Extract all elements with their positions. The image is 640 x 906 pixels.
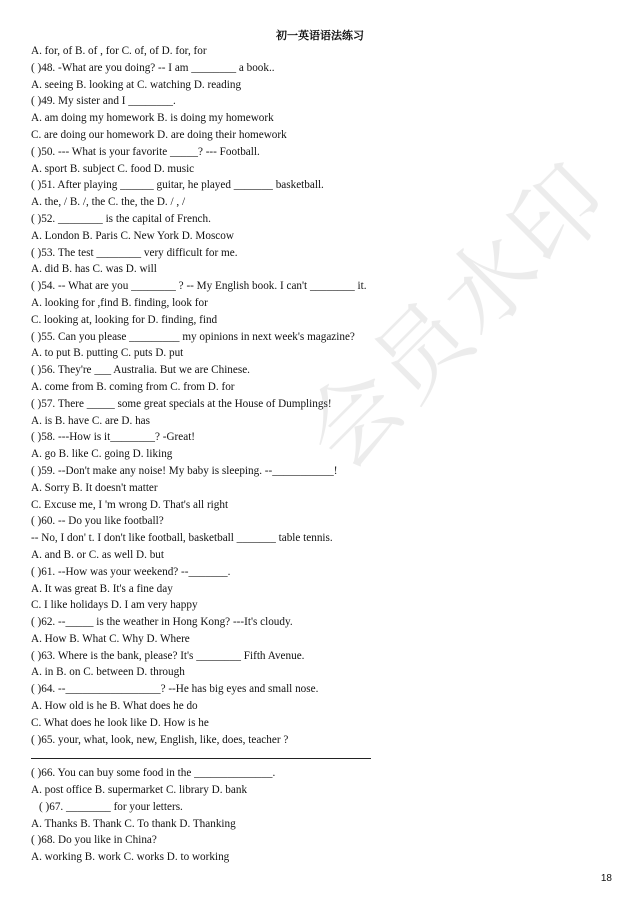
page-title: 初一英语语法练习 [276, 29, 364, 42]
exercise-line: A. to put B. putting C. puts D. put [31, 347, 184, 360]
exercise-line: C. Excuse me, I 'm wrong D. That's all right [31, 498, 229, 511]
exercise-line: A. sport B. subject C. food D. music [31, 162, 195, 175]
exercise-line: ( )54. -- What are you ________ ? -- My English book. I can't ________ it. [31, 280, 367, 293]
exercise-line: A. Thanks B. Thank C. To thank D. Thanking [31, 817, 236, 830]
exercise-line: ( )66. You can buy some food in the ______________. [31, 767, 276, 780]
exercise-line: A. did B. has C. was D. will [31, 263, 157, 276]
exercise-line: A. seeing B. looking at C. watching D. reading [31, 78, 242, 91]
exercise-line: A. How B. What C. Why D. Where [31, 632, 190, 645]
exercise-line: A. go B. like C. going D. liking [31, 448, 173, 461]
exercise-line: A. am doing my homework B. is doing my homework [31, 112, 274, 125]
exercise-line: ( )61. --How was your weekend? --_______. [31, 565, 231, 578]
exercise-line: A. It was great B. It's a fine day [31, 582, 173, 595]
exercise-line: ( )49. My sister and I ________. [31, 95, 176, 108]
exercise-line: C. I like holidays D. I am very happy [31, 599, 198, 612]
exercise-line: A. How old is he B. What does he do [31, 700, 198, 713]
exercise-line: ( )48. -What are you doing? -- I am ________ a book.. [31, 61, 275, 74]
exercise-line: ( )67. ________ for your letters. [39, 800, 183, 813]
exercise-line: ( )51. After playing ______ guitar, he played _______ basketball. [31, 179, 324, 192]
exercise-line: ( )52. ________ is the capital of French. [31, 212, 211, 225]
exercise-line: ( )68. Do you like in China? [31, 834, 157, 847]
exercise-line: ( )60. -- Do you like football? [31, 515, 164, 528]
exercise-lines [31, 43, 611, 866]
exercise-line: A. and B. or C. as well D. but [31, 548, 164, 561]
exercise-line: C. looking at, looking for D. finding, find [31, 313, 218, 326]
exercise-line: ( )50. --- What is your favorite _____? --- Football. [31, 145, 260, 158]
page-number: 18 [600, 873, 612, 884]
exercise-line: ( )57. There _____ some great specials at the House of Dumplings! [31, 397, 332, 410]
exercise-line: ( )58. ---How is it________? -Great! [31, 431, 196, 444]
exercise-line: A. in B. on C. between D. through [31, 666, 185, 679]
exercise-line: A. Sorry B. It doesn't matter [31, 481, 158, 494]
exercise-line: ( )59. --Don't make any noise! My baby is sleeping. --___________! [31, 464, 338, 477]
exercise-line: A. looking for ,find B. finding, look for [31, 296, 208, 309]
exercise-line: A. for, of B. of , for C. of, of D. for, for [31, 45, 207, 57]
exercise-line: ( )53. The test ________ very difficult for me. [31, 246, 238, 259]
exercise-line: ( )56. They're ___ Australia. But we are Chinese. [31, 364, 250, 377]
exercise-line: A. working B. work C. works D. to working [31, 851, 230, 864]
exercise-line: ( )62. --_____ is the weather in Hong Kong? ---It's cloudy. [31, 616, 293, 629]
exercise-line: C. What does he look like D. How is he [31, 716, 209, 729]
exercise-line: ( )63. Where is the bank, please? It's ________ Fifth Avenue. [31, 649, 305, 662]
exercise-line: A. come from B. coming from C. from D. for [31, 380, 235, 393]
watermark-text: 会员水印 [284, 142, 632, 490]
exercise-line: A. the, / B. /, the C. the, the D. / , / [31, 196, 186, 209]
exercise-line: ( )55. Can you please _________ my opinions in next week's magazine? [31, 330, 355, 343]
exercise-line: ( )64. --_________________? --He has big eyes and small nose. [31, 683, 319, 696]
exercise-line: A. post office B. supermarket C. library D. bank [31, 784, 248, 797]
exercise-line: ( )65. your, what, look, new, English, like, does, teacher ? [31, 733, 289, 746]
exercise-line: A. London B. Paris C. New York D. Moscow [31, 229, 234, 242]
exercise-line: C. are doing our homework D. are doing their homework [31, 128, 287, 141]
exercise-line: -- No, I don' t. I don't like football, basketball _______ table tennis. [31, 532, 333, 545]
answer-rule-line [31, 748, 611, 765]
exercise-line: A. is B. have C. are D. has [31, 414, 150, 427]
